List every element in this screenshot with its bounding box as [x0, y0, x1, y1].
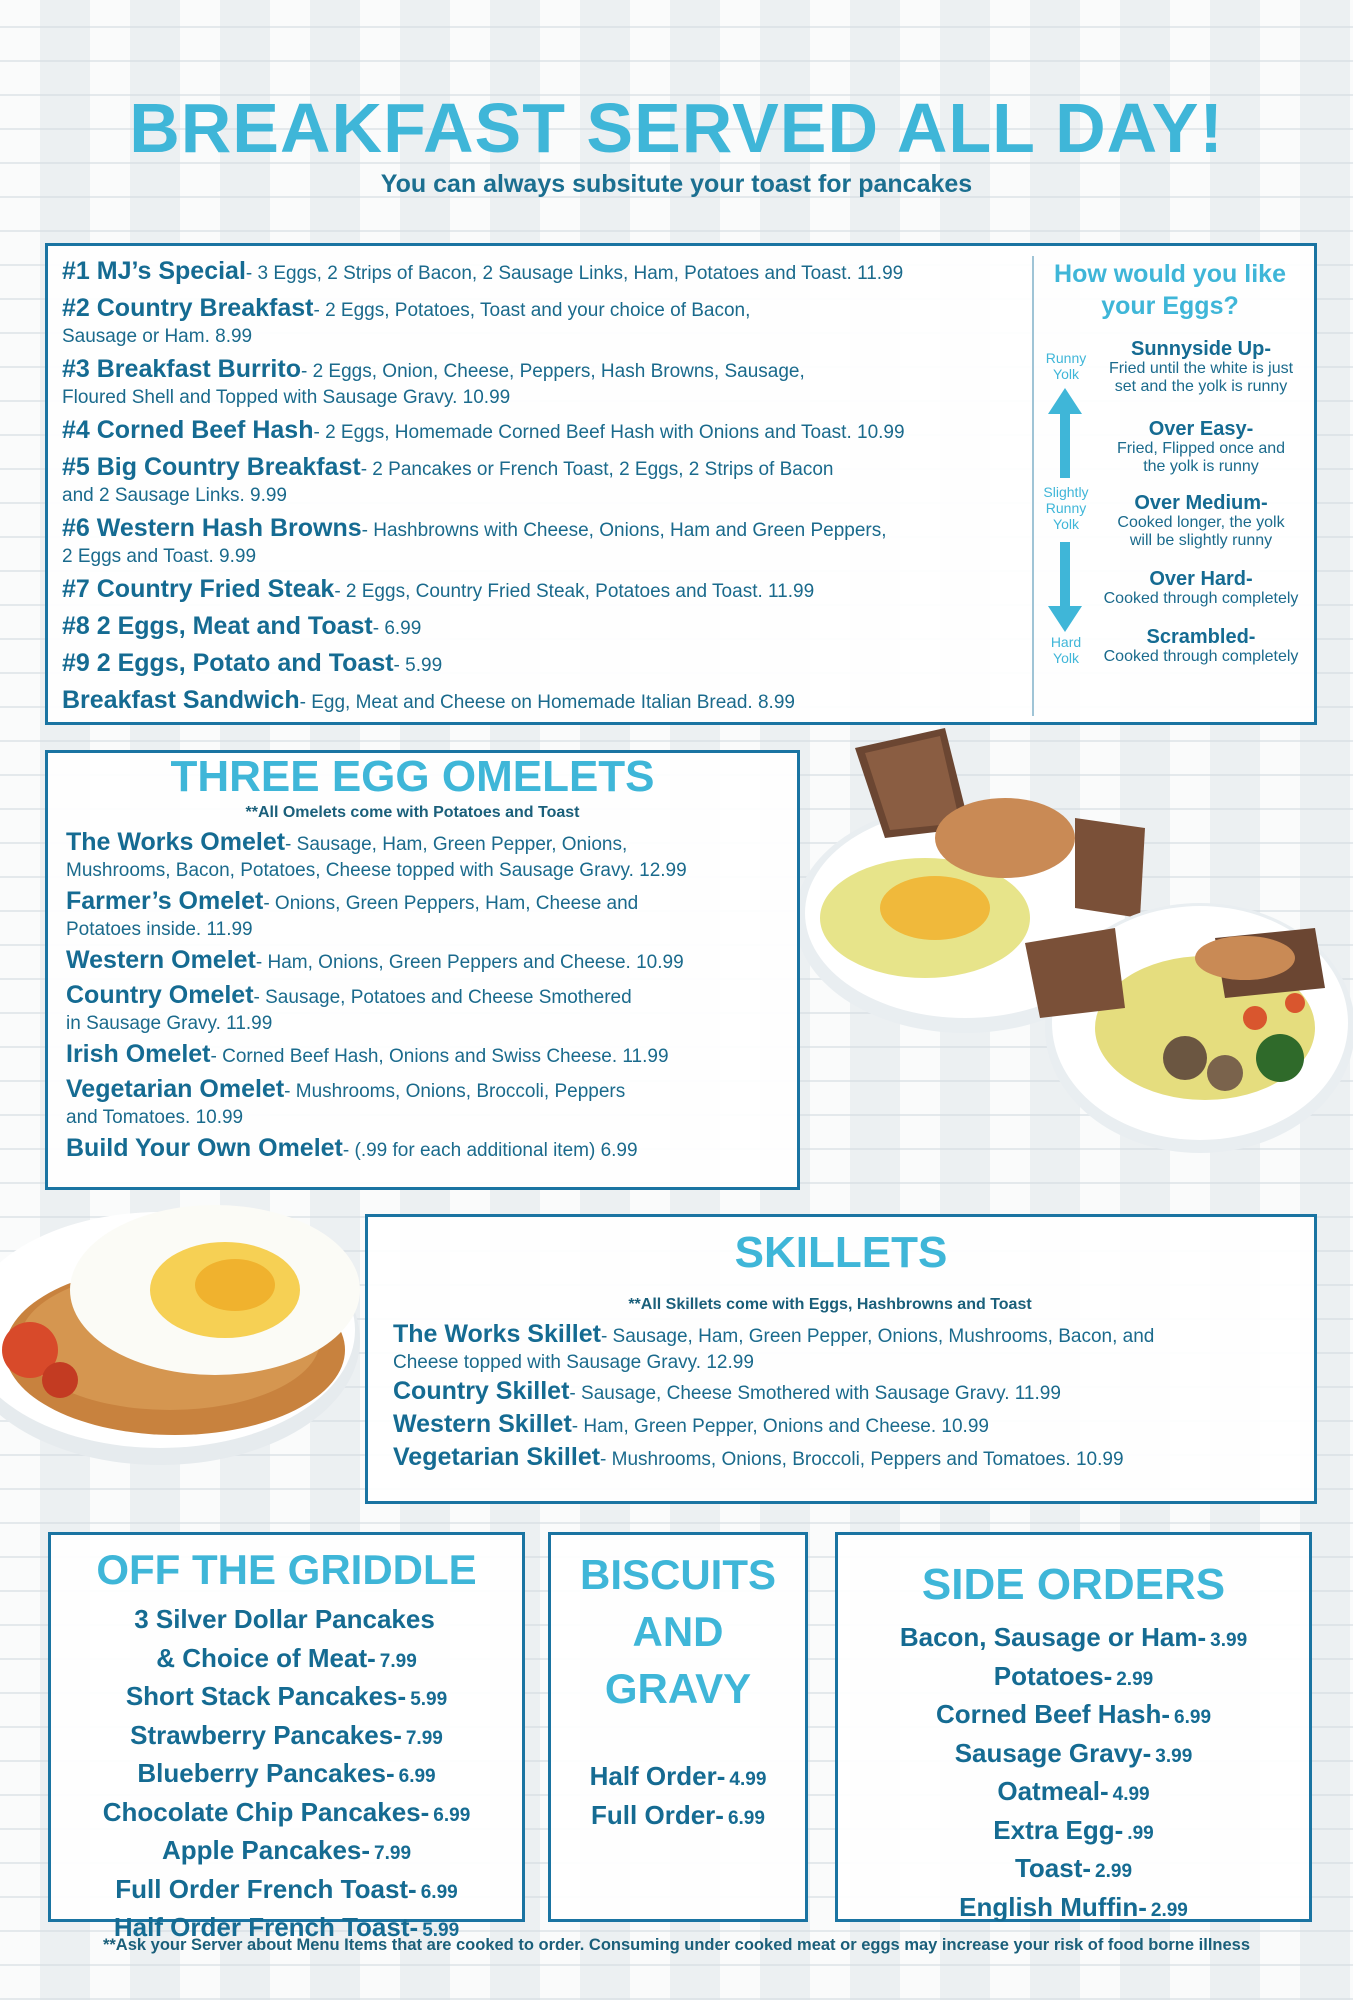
- item-name: #3 Breakfast Burrito: [62, 355, 301, 383]
- menu-item: [62, 649, 1022, 680]
- egg-style: [1085, 492, 1317, 550]
- item-name: Full Order-: [591, 1799, 724, 1830]
- item-description-cont: and 2 Sausage Links. 9.99: [62, 485, 288, 506]
- menu-item: [62, 612, 1022, 643]
- item-price: 4.99: [1112, 1784, 1150, 1805]
- page-title: BREAKFAST SERVED ALL DAY!: [129, 89, 1224, 167]
- item-name: & Choice of Meat-: [156, 1642, 376, 1673]
- item-name: Corned Beef Hash-: [935, 1699, 1171, 1729]
- hard-yolk-label: Hard Yolk: [1050, 634, 1082, 666]
- menu-item: [48, 1872, 525, 1911]
- item-name: Short Stack Pancakes-: [125, 1681, 407, 1711]
- omelet-plate-image: [795, 728, 1353, 1168]
- menu-item: [835, 1736, 1312, 1775]
- menu-item: [393, 1320, 1303, 1375]
- item-description: - Sausage, Ham, Green Pepper, Onions,: [285, 834, 628, 855]
- item-description: - Ham, Onions, Green Peppers and Cheese. 10.99: [255, 952, 684, 973]
- item-price: 6.99: [1174, 1707, 1212, 1728]
- menu-item: [548, 1759, 808, 1798]
- skillets-note: **All Skillets come with Eggs, Hashbrowns and Toast: [628, 1296, 1032, 1313]
- item-price: 2.99: [1150, 1899, 1188, 1921]
- egg-style-name: Over Easy-: [1148, 418, 1254, 440]
- menu-item: [62, 355, 1022, 410]
- item-price: 7.99: [374, 1843, 412, 1864]
- item-description: - 6.99: [372, 618, 422, 639]
- item-name: 3 Silver Dollar Pancakes: [134, 1604, 435, 1634]
- menu-item: [66, 887, 791, 942]
- egg-style: [1085, 418, 1317, 476]
- item-name: Sausage Gravy-: [954, 1737, 1152, 1768]
- item-price: 5.99: [422, 1920, 460, 1941]
- item-name: #9 2 Eggs, Potato and Toast: [62, 649, 394, 677]
- item-price: 2.99: [1116, 1668, 1154, 1690]
- menu-item: [835, 1659, 1312, 1698]
- item-name: Half Order French Toast-: [113, 1912, 419, 1942]
- item-description: - Egg, Meat and Cheese on Homemade Italian Bread. 8.99: [299, 692, 795, 713]
- menu-item: [66, 1134, 791, 1165]
- egg-style-name: Scrambled-: [1146, 626, 1256, 648]
- menu-item: [62, 453, 1022, 508]
- menu-item: [66, 946, 791, 977]
- item-description-cont: and Tomatoes. 10.99: [66, 1107, 244, 1128]
- egg-style-desc: Fried, Flipped once and: [1116, 440, 1286, 457]
- menu-item: [48, 1833, 525, 1872]
- slightly-runny-yolk-label: Slightly Runny Yolk: [1043, 484, 1089, 532]
- item-name: Western Skillet: [393, 1410, 572, 1438]
- item-price: 6.99: [398, 1766, 436, 1787]
- egg-style-desc: Fried until the white is just: [1108, 360, 1294, 377]
- menu-item: [835, 1620, 1312, 1659]
- item-name: Western Omelet: [66, 946, 256, 974]
- omelets-note: **All Omelets come with Potatoes and Toast: [245, 804, 580, 821]
- item-name: Apple Pancakes-: [161, 1835, 371, 1865]
- item-description-cont: Floured Shell and Topped with Sausage Gravy. 10.99: [62, 387, 511, 408]
- item-name: Country Omelet: [66, 981, 254, 1009]
- menu-item: [835, 1697, 1312, 1736]
- runny-yolk-label: Runny Yolk: [1045, 350, 1087, 382]
- item-description: - Hashbrowns with Cheese, Onions, Ham and Green Peppers,: [361, 520, 887, 541]
- item-name: Half Order-: [589, 1761, 726, 1791]
- egg-style-name: Over Hard-: [1149, 568, 1253, 590]
- eggs-title-line2: your Eggs?: [1101, 292, 1239, 320]
- item-name: #4 Corned Beef Hash: [62, 416, 314, 444]
- item-name: Breakfast Sandwich: [62, 686, 300, 714]
- item-name: Farmer’s Omelet: [66, 887, 264, 915]
- menu-item: [393, 1377, 1303, 1408]
- item-name: Potatoes-: [993, 1660, 1113, 1691]
- menu-item: [48, 1718, 525, 1757]
- item-description: - 5.99: [393, 655, 443, 676]
- item-description: - Mushrooms, Onions, Broccoli, Peppers: [284, 1081, 626, 1102]
- footer-disclaimer: **Ask your Server about Menu Items that are cooked to order. Consuming under cooked meat or eggs may increase your risk of food borne illness: [102, 1936, 1251, 1954]
- menu-item: [62, 514, 1022, 569]
- item-name: Chocolate Chip Pancakes-: [102, 1796, 430, 1827]
- menu-item: [62, 575, 1022, 606]
- item-name: The Works Skillet: [393, 1320, 601, 1348]
- menu-item: [835, 1890, 1312, 1929]
- item-description: - Onions, Green Peppers, Ham, Cheese and: [263, 893, 639, 914]
- item-name: English Muffin-: [959, 1891, 1147, 1922]
- item-name: Strawberry Pancakes-: [130, 1719, 402, 1750]
- item-description-cont: 2 Eggs and Toast. 9.99: [62, 546, 257, 567]
- item-name: The Works Omelet: [66, 828, 286, 856]
- menu-item: [48, 1679, 525, 1718]
- item-name: Vegetarian Skillet: [393, 1443, 601, 1471]
- egg-style: [1085, 626, 1317, 666]
- item-price: 7.99: [379, 1650, 417, 1672]
- item-name: #1 MJ’s Special: [62, 257, 246, 285]
- biscuits-list: [548, 1759, 808, 1836]
- item-description: - Ham, Green Pepper, Onions and Cheese. 10.99: [571, 1416, 989, 1437]
- item-description: - 2 Eggs, Country Fried Steak, Potatoes and Toast. 11.99: [334, 581, 815, 602]
- skillet-list: [393, 1320, 1303, 1476]
- item-description: - Sausage, Potatoes and Cheese Smothered: [253, 987, 632, 1008]
- item-price: 6.99: [420, 1881, 458, 1903]
- menu-item: [48, 1602, 525, 1641]
- item-price: 4.99: [729, 1769, 767, 1790]
- menu-item: [62, 686, 1022, 717]
- item-name: Vegetarian Omelet: [66, 1075, 285, 1103]
- menu-item: [48, 1756, 525, 1795]
- item-description: - 2 Eggs, Potatoes, Toast and your choice of Bacon,: [313, 300, 751, 321]
- skillet-plate-image: [0, 1190, 370, 1480]
- breakfast-list: [62, 257, 1022, 723]
- arrow-down-icon: [1048, 542, 1082, 632]
- item-name: #5 Big Country Breakfast: [62, 453, 361, 481]
- egg-style: [1085, 338, 1317, 396]
- item-price: 3.99: [1155, 1745, 1193, 1767]
- item-description: - Corned Beef Hash, Onions and Swiss Cheese. 11.99: [210, 1046, 669, 1067]
- egg-style-desc: set and the yolk is runny: [1114, 378, 1288, 395]
- item-description-cont: Potatoes inside. 11.99: [66, 919, 253, 940]
- omelets-title: THREE EGG OMELETS: [170, 752, 655, 801]
- item-price: 5.99: [410, 1689, 448, 1710]
- item-description: - 2 Eggs, Homemade Corned Beef Hash with Onions and Toast. 10.99: [313, 422, 905, 443]
- item-name: #8 2 Eggs, Meat and Toast: [62, 612, 373, 640]
- item-description-cont: in Sausage Gravy. 11.99: [66, 1013, 273, 1034]
- biscuits-title: BISCUITS AND GRAVY: [579, 1551, 776, 1712]
- item-price: .99: [1127, 1822, 1154, 1844]
- item-name: Toast-: [1014, 1853, 1092, 1883]
- item-description: - 2 Pancakes or French Toast, 2 Eggs, 2 Strips of Bacon: [360, 459, 834, 480]
- menu-item: [62, 416, 1022, 447]
- menu-item: [835, 1774, 1312, 1813]
- item-price: 2.99: [1095, 1861, 1133, 1882]
- sides-list: [835, 1620, 1312, 1928]
- item-price: 6.99: [727, 1807, 765, 1829]
- eggs-title: [1030, 258, 1310, 322]
- item-description-cont: Cheese topped with Sausage Gravy. 12.99: [393, 1352, 754, 1373]
- item-description: - Mushrooms, Onions, Broccoli, Peppers and Tomatoes. 10.99: [600, 1449, 1124, 1470]
- item-description: - Sausage, Cheese Smothered with Sausage Gravy. 11.99: [569, 1383, 1061, 1404]
- menu-item: [393, 1410, 1303, 1441]
- page-subtitle: You can always subsitute your toast for pancakes: [380, 170, 973, 198]
- item-name: Build Your Own Omelet: [66, 1134, 343, 1162]
- item-name: #7 Country Fried Steak: [62, 575, 335, 603]
- egg-style-name: Over Medium-: [1134, 492, 1268, 514]
- skillets-title: SKILLETS: [734, 1228, 948, 1277]
- item-name: Bacon, Sausage or Ham-: [899, 1622, 1207, 1652]
- menu-item: [48, 1795, 525, 1834]
- menu-item: [66, 828, 791, 883]
- item-description: - 3 Eggs, 2 Strips of Bacon, 2 Sausage Links, Ham, Potatoes and Toast. 11.99: [245, 263, 904, 284]
- item-name: #2 Country Breakfast: [62, 294, 314, 322]
- menu-item: [62, 257, 1022, 288]
- item-price: 3.99: [1210, 1630, 1248, 1651]
- menu-item: [393, 1443, 1303, 1474]
- omelet-list: [66, 828, 791, 1169]
- item-price: 7.99: [405, 1727, 443, 1749]
- menu-item: [835, 1851, 1312, 1890]
- griddle-list: [48, 1602, 525, 1949]
- item-description-cont: Mushrooms, Bacon, Potatoes, Cheese topped with Sausage Gravy. 12.99: [66, 860, 687, 881]
- menu-item: [548, 1798, 808, 1837]
- item-name: Extra Egg-: [993, 1814, 1124, 1845]
- menu-item: [66, 981, 791, 1036]
- egg-style-desc: will be slightly runny: [1129, 532, 1273, 549]
- item-name: Blueberry Pancakes-: [137, 1758, 395, 1788]
- eggs-title-line1: How would you like: [1054, 260, 1286, 288]
- item-name: Irish Omelet: [66, 1040, 211, 1068]
- arrow-up-icon: [1048, 388, 1082, 478]
- egg-style-name: Sunnyside Up-: [1130, 338, 1271, 360]
- item-description: - (.99 for each additional item) 6.99: [342, 1140, 638, 1161]
- menu-item: [66, 1040, 791, 1071]
- item-name: Oatmeal-: [997, 1776, 1109, 1806]
- item-price: 6.99: [433, 1804, 471, 1826]
- sides-title: SIDE ORDERS: [921, 1560, 1226, 1609]
- menu-item: [48, 1641, 525, 1680]
- menu-item: [66, 1075, 791, 1130]
- item-description: - 2 Eggs, Onion, Cheese, Peppers, Hash Browns, Sausage,: [300, 361, 805, 382]
- egg-style-desc: Cooked longer, the yolk: [1117, 514, 1285, 531]
- item-description-cont: Sausage or Ham. 8.99: [62, 326, 253, 347]
- menu-item: [835, 1813, 1312, 1852]
- item-name: #6 Western Hash Browns: [62, 514, 362, 542]
- egg-style: [1085, 568, 1317, 608]
- egg-style-desc: Cooked through completely: [1103, 590, 1299, 607]
- menu-item: [62, 294, 1022, 349]
- griddle-title: OFF THE GRIDDLE: [96, 1546, 477, 1593]
- item-name: Country Skillet: [393, 1377, 570, 1405]
- item-name: Full Order French Toast-: [115, 1873, 417, 1904]
- item-description: - Sausage, Ham, Green Pepper, Onions, Mushrooms, Bacon, and: [600, 1326, 1155, 1347]
- egg-style-desc: Cooked through completely: [1103, 648, 1299, 665]
- egg-style-desc: the yolk is runny: [1143, 458, 1259, 475]
